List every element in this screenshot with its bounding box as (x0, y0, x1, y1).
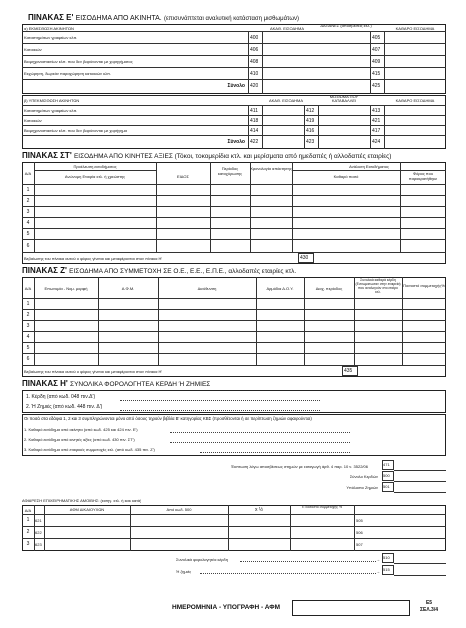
e-b-total-label: Σύνολο (227, 139, 245, 145)
code-506: 506 (356, 530, 363, 535)
z-col-doy: Αρμόδια Δ.Ο.Υ. (266, 286, 294, 291)
code-412: 412 (306, 108, 315, 114)
z-row-4: 4 (26, 334, 30, 340)
h-exempt-label: Έκπτωση λόγω αποσβέσεως στημών με εισαγωγή άρθ. 4 παρ. 10 ν. 3522/06 (230, 464, 368, 469)
b-col-net: ΚΑΘΑΡΟ ΕΙΣΟΔΗΜΑ (395, 98, 435, 103)
code-400: 400 (250, 35, 259, 41)
deduct-col-from: Από κωδ. 500 (166, 507, 192, 512)
st-col-company: Ανώνυμη Εταιρία κτλ. ή χρεώστης (64, 174, 126, 179)
code-416: 416 (306, 128, 315, 134)
code-417: 417 (372, 128, 381, 134)
code-430: 430 (300, 255, 309, 261)
code-414: 414 (250, 128, 259, 134)
st-row-3: 3 (26, 209, 30, 215)
code-418: 418 (250, 118, 259, 124)
code-411: 411 (250, 108, 258, 114)
taxable-profit-label: Συνολικά φορολογητέα κέρδη (176, 557, 228, 562)
b-col-rent: ΜΙΣΘΩΜΑ ΠΟΥ ΚΑΤΑΒΑΛΛΕΙ (329, 95, 359, 103)
z-col-aa: Α/Α (24, 286, 32, 291)
code-515: 515 (383, 567, 390, 572)
st-row-1: 1 (26, 187, 30, 193)
h-line-loss: 2. Ή Ζημιές (από κωδ. 448 πιν. Δ') (26, 404, 103, 410)
z-footer: Βεβαίωσης του πίνακα αυτού ο φόρος γίνεται και μεταφέρονται στον πίνακα Η' (24, 369, 163, 374)
form-code: E5 (425, 600, 433, 606)
table-e-title: ΠΙΝΑΚΑΣ Ε' ΕΙΣΟΔΗΜΑ ΑΠΟ ΑΚΙΝΗΤΑ. (επισυνάπτεται αναλυτική κατάσταση μισθωμάτων) (28, 13, 300, 22)
deduct-col-half: x ½ (254, 507, 264, 513)
z-col-period: Διαχ. περίοδος (315, 286, 343, 291)
deduct-row-3: 3 (26, 541, 30, 547)
z-col-pct: Ποσοστό συμμετοχής% (403, 283, 445, 288)
z-row-1: 1 (26, 301, 30, 307)
st-row-6: 6 (26, 243, 30, 249)
e-a-total-label: Σύνολο (227, 83, 245, 89)
code-500: 500 (383, 473, 390, 478)
st-row-4: 4 (26, 220, 30, 226)
st-col-tax: Φόρος που παρακρατήθηκε (408, 171, 438, 181)
page-number: ΣΕΛ.3/4 (419, 607, 438, 613)
st-col-aa: Α/Α (24, 171, 32, 176)
code-510: 510 (383, 555, 390, 560)
code-423: 423 (306, 139, 315, 145)
code-501: 501 (383, 484, 390, 489)
deduct-col-share: x Ποσοστό συμμετοχής % (301, 505, 343, 509)
table-e-b-header: β) ΥΠΕΚΜΙΣΘΩΣΗ ΑΚΙΝΗΤΩΝ (24, 98, 80, 103)
deduct-col-afm: ΑΦΜ ΔΙΚΑΙΟΥΧΩΝ (69, 507, 105, 512)
code-622: 622 (35, 530, 42, 535)
st-col-net: Καθαρό ποσό (333, 174, 359, 179)
st-footer: Βεβαίωσης του πίνακα αυτού ο φόρος γίνεται και μεταφέρονται στον πίνακα Η' (24, 256, 163, 261)
code-422: 422 (250, 139, 259, 145)
z-col-address: Διεύθυνση (197, 286, 217, 291)
st-group-origin: Προέλευση εισοδήματος (73, 164, 117, 169)
code-407: 407 (372, 47, 381, 53)
st-col-date: Χρονολογία απόκτησης (250, 166, 292, 171)
deduct-row-1: 1 (26, 517, 30, 523)
b-col-gross: ΑΚΑΘ. ΕΙΣΟΔΗΜΑ (268, 98, 304, 103)
e-row-free-label: Εκχώρηση, δωρεάν παραχώρηση κατοικιών κλπ. (24, 71, 111, 76)
h-total-profit-label: Σύνολο Κερδών (349, 474, 378, 479)
deduct-col-aa: Α/Α (24, 508, 32, 513)
z-col-name: Επωνυμία - Νομ. μορφή (44, 286, 88, 291)
z-row-3: 3 (26, 323, 30, 329)
e-row-industrial-label: Βιομηχανοστασίων κλπ. που δεν βαρύνονται με χορηγήματος (24, 59, 133, 64)
code-505: 505 (356, 518, 363, 523)
st-row-2: 2 (26, 198, 30, 204)
table-e-a-header: α) ΕΚΜΙΣΘΩΣΗ ΑΚΙΝΗΤΩΝ (24, 26, 74, 31)
arrow-loss: → (376, 569, 380, 574)
deduct-row-2: 2 (26, 529, 30, 535)
h-line-profit: 1. Κέρδη (από κωδ. 048 πιν.Δ') (26, 394, 96, 400)
code-405: 405 (372, 35, 381, 41)
code-507: 507 (356, 542, 363, 547)
code-623: 623 (35, 542, 42, 547)
code-413: 413 (372, 108, 381, 114)
z-col-afm: Α.Φ.Μ. (121, 286, 135, 291)
code-420: 420 (250, 83, 259, 89)
h-line-securities: 2. Καθαρό εισόδημα από κινητές αξίες (από κωδ. 430 πιν. ΣΤ') (24, 437, 135, 442)
code-425: 425 (372, 83, 381, 89)
table-z-title: ΠΙΝΑΚΑΣ Ζ' ΕΙΣΟΔΗΜΑ ΑΠΟ ΣΥΜΜΕΤΟΧΗ ΣΕ Ο.Ε., Ε.Ε., Ε.Π.Ε., αλλοδαπές εταιρίες κτλ. (22, 266, 297, 275)
h-remaining-loss-label: Υπόλοιπο Ζημιών (346, 485, 378, 490)
h-line-participation: 3. Καθαρό εισόδημα από εταιρικές συμμετοχές κτλ. (από κωδ. 435 πιν. Ζ') (24, 447, 155, 452)
h-note: Οι ποσά στα εδάφια 1, 2 και 3 συμπληρώνονται μόνο από όσους τηρούν βιβλία Β' κατηγορίας ΚΒΣ (προσθέτονται ή σε περίπτωση ζημιών αφαιρούνται) (24, 416, 312, 421)
col-net-income: ΚΑΘΑΡΟ ΕΙΣΟΔΗΜΑ (395, 26, 435, 31)
st-row-5: 5 (26, 231, 30, 237)
col-expenses: ΔΑΠΑΝΕΣ (αποσβέσεις κτλ.) (320, 24, 372, 28)
code-621: 621 (35, 518, 42, 523)
code-471: 471 (383, 462, 390, 467)
eb-row-homes-label: Κατοικιών (24, 118, 42, 123)
st-group-analysis: Ανάλυση Εισοδήματος (349, 164, 389, 169)
code-410: 410 (250, 71, 259, 77)
col-gross-income: ΑΚΑΘ. ΕΙΣΟΔΗΜΑ (269, 26, 305, 31)
loss-label: Ή ζημιές (176, 569, 192, 574)
table-h-title: ΠΙΝΑΚΑΣ Η' ΣΥΝΟΛΙΚΑ ΦΟΡΟΛΟΓΗΤΕΑ ΚΕΡΔΗ Ή ΖΗΜΙΕΣ (22, 379, 211, 388)
code-419: 419 (306, 118, 315, 124)
code-421: 421 (372, 118, 381, 124)
signature-field[interactable] (292, 600, 410, 616)
z-row-5: 5 (26, 345, 30, 351)
code-409: 409 (372, 59, 381, 65)
st-col-kind: ΕΙΔΟΣ (177, 174, 189, 179)
z-col-share: Συνολικά καθαρά κέρδη (Ενσωματωσαν στην εταιρεία) που αναλογούν στο εταίρο κτλ. (355, 278, 401, 294)
signature-label: ΗΜΕΡΟΜΗΝΙΑ - ΥΠΟΓΡΑΦΗ - ΑΦΜ (172, 604, 280, 611)
code-435: 435 (344, 368, 353, 374)
z-row-2: 2 (26, 312, 30, 318)
code-424: 424 (372, 139, 381, 145)
code-406: 406 (250, 47, 259, 53)
e-row-homes-label: Κατοικιών (24, 47, 42, 52)
deduct-title: ΑΦΑΙΡΕΣΗ ΕΠΙΧΕΙΡΗΜΑΤΙΚΗΣ ΑΜΟΙΒΗΣ: (εισηγ. κτλ. ή κακ κατά) (22, 498, 142, 503)
code-415: 415 (372, 71, 381, 77)
e-row-shops-label: Καταστημάτων γραφείων κλπ. (24, 35, 78, 40)
eb-row-shops-label: Καταστημάτων γραφείων κλπ. (24, 108, 78, 113)
arrow-taxable: → (376, 557, 380, 562)
table-st-title: ΠΙΝΑΚΑΣ ΣΤ' ΕΙΣΟΔΗΜΑ ΑΠΟ ΚΙΝΗΤΕΣ ΑΞΙΕΣ (Τόκοι, τοκομερίδια κτλ. και μερίσματα από ημεδαπές ή αλλοδαπές εταιρίες) (22, 151, 392, 160)
h-line-realestate: 1. Καθαρό εισόδημα από ακίνητα (από κωδ. 425 και 424 πιν. Ε') (24, 427, 138, 432)
code-408: 408 (250, 59, 259, 65)
st-col-period: Περίοδος κατοχύρωσης (217, 166, 243, 176)
z-row-6: 6 (26, 356, 30, 362)
eb-row-industrial-label: Βιομηχανοστασίων κλπ. που δεν βαρύνονται με χορήγημα (24, 128, 127, 133)
